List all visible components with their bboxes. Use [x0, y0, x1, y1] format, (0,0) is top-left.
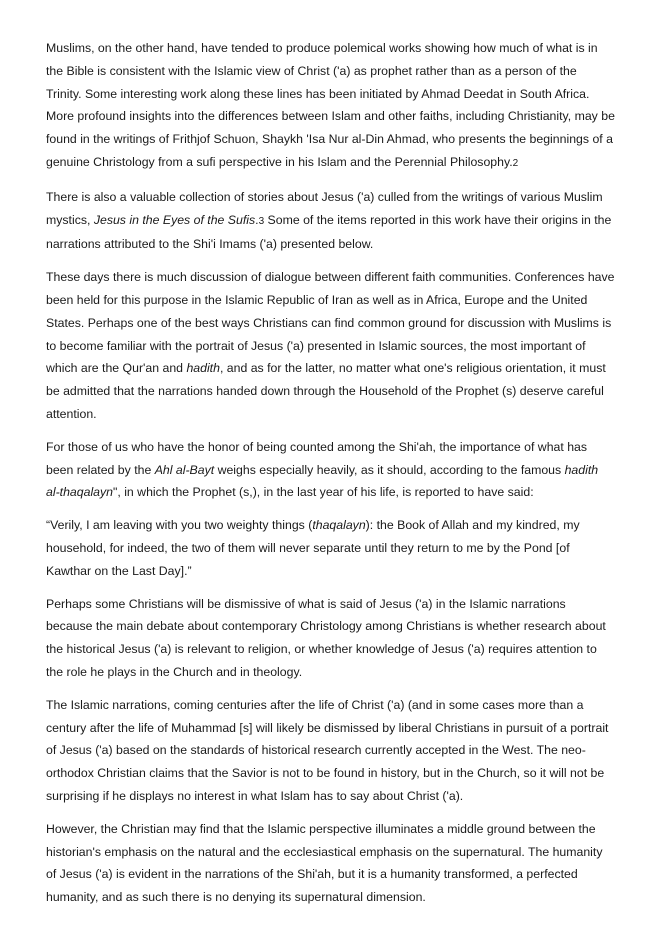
text-run: , and as for the latter, no matter what one's religious orientation, it must be admitted that the narrations handed down through the Household of the Prophet (s) deserve careful attention. — [46, 361, 606, 421]
text-run: There is also a valuable collection of stories about Jesus ('a) culled from the writings of various Muslim mystics, — [46, 189, 603, 227]
paragraph-7 — [46, 694, 615, 808]
text-run: ): the Book of Allah and my kindred, my household, for indeed, the two of them will never separate until they return to me by the Pond [of Kawthar on the Last Day].” — [46, 518, 580, 578]
book-title: Jesus in the Eyes of the Sufis — [93, 212, 256, 227]
italic-term: thaqalayn — [312, 518, 366, 533]
paragraph-3 — [46, 266, 615, 426]
text-run: The Islamic narrations, coming centuries after the life of Christ ('a) (and in some cases more than a century after the life of Muhammad [s] will likely be dismissed by liberal Christians in pursuit of a portrait of Jesus ('a) based on the standards of historical research currently accepted in the West. The neo-orthodox Christian claims that the Savior is not to be found in history, but in the Church, so it will not be surprising if he displays no interest in what Islam has to say about Christ ('a). — [46, 697, 609, 803]
text-run: Perhaps some Christians will be dismissive of what is said of Jesus ('a) in the Islamic narrations because the main debate about contemporary Christology among Christians is whether research about the historical Jesus ('a) is relevant to religion, or whether knowledge of Jesus ('a) requires attention to the role he plays in the Church and in theology. — [46, 596, 606, 679]
italic-term: hadith — [186, 361, 220, 376]
italic-term: hadith al-thaqalayn — [46, 462, 599, 500]
text-run: ", in which the Prophet (s,), in the last year of his life, is reported to have said: — [113, 485, 534, 500]
text-run: Muslims, on the other hand, have tended to produce polemical works showing how much of what is in the Bible is consistent with the Islamic view of Christ ('a) as prophet rather than as a person of the Trinity. Some interesting work along these lines has been initiated by Ahmad Deedat in South Africa. More profound insights into the differences between Islam and other faiths, including Christianity, may be found in the writings of Frithjof Schuon, Shaykh 'Isa Nur al-Din Ahmad, who presents the beginnings of a genuine Christology from a sufi perspective in his Islam and the Perennial Philosophy. — [46, 41, 615, 169]
text-run: Some of the items reported in this work have their origins in the narrations attributed to the Shi'i Imams ('a) presented below. — [46, 212, 612, 252]
paragraph-8 — [46, 818, 615, 909]
footnote-marker[interactable]: 2 — [512, 157, 519, 169]
paragraph-2 — [46, 186, 615, 256]
text-run: “Verily, I am leaving with you two weighty things ( — [46, 518, 313, 533]
paragraph-6 — [46, 593, 615, 684]
paragraph-1 — [46, 37, 615, 176]
paragraph-5-quote — [46, 514, 615, 582]
text-run: weighs especially heavily, as it should, according to the famous — [214, 462, 565, 477]
text-run: For those of us who have the honor of being counted among the Shi'ah, the importance of what has been related by the — [46, 439, 588, 477]
text-run: These days there is much discussion of dialogue between different faith communities. Conferences have been held for this purpose in the Islamic Republic of Iran as well as in Africa, Europe and the United States. Perhaps one of the best ways Christians can find common ground for discussion with Muslims is to become familiar with the portrait of Jesus ('a) presented in Islamic sources, the most important of which are the Qur'an and — [46, 270, 615, 376]
paragraph-4 — [46, 436, 615, 504]
italic-term: Ahl al-Bayt — [154, 462, 215, 477]
footnote-marker[interactable]: 3 — [258, 215, 265, 227]
text-run: . — [255, 212, 259, 227]
text-run: However, the Christian may find that the Islamic perspective illuminates a middle ground between the historian's emphasis on the natural and the ecclesiastical emphasis on the supernatural. The humanity of Jesus ('a) is evident in the narrations of the Shi'ah, but it is a humanity transformed, a perfected humanity, and as such there is no denying its supernatural dimension. — [46, 821, 603, 905]
